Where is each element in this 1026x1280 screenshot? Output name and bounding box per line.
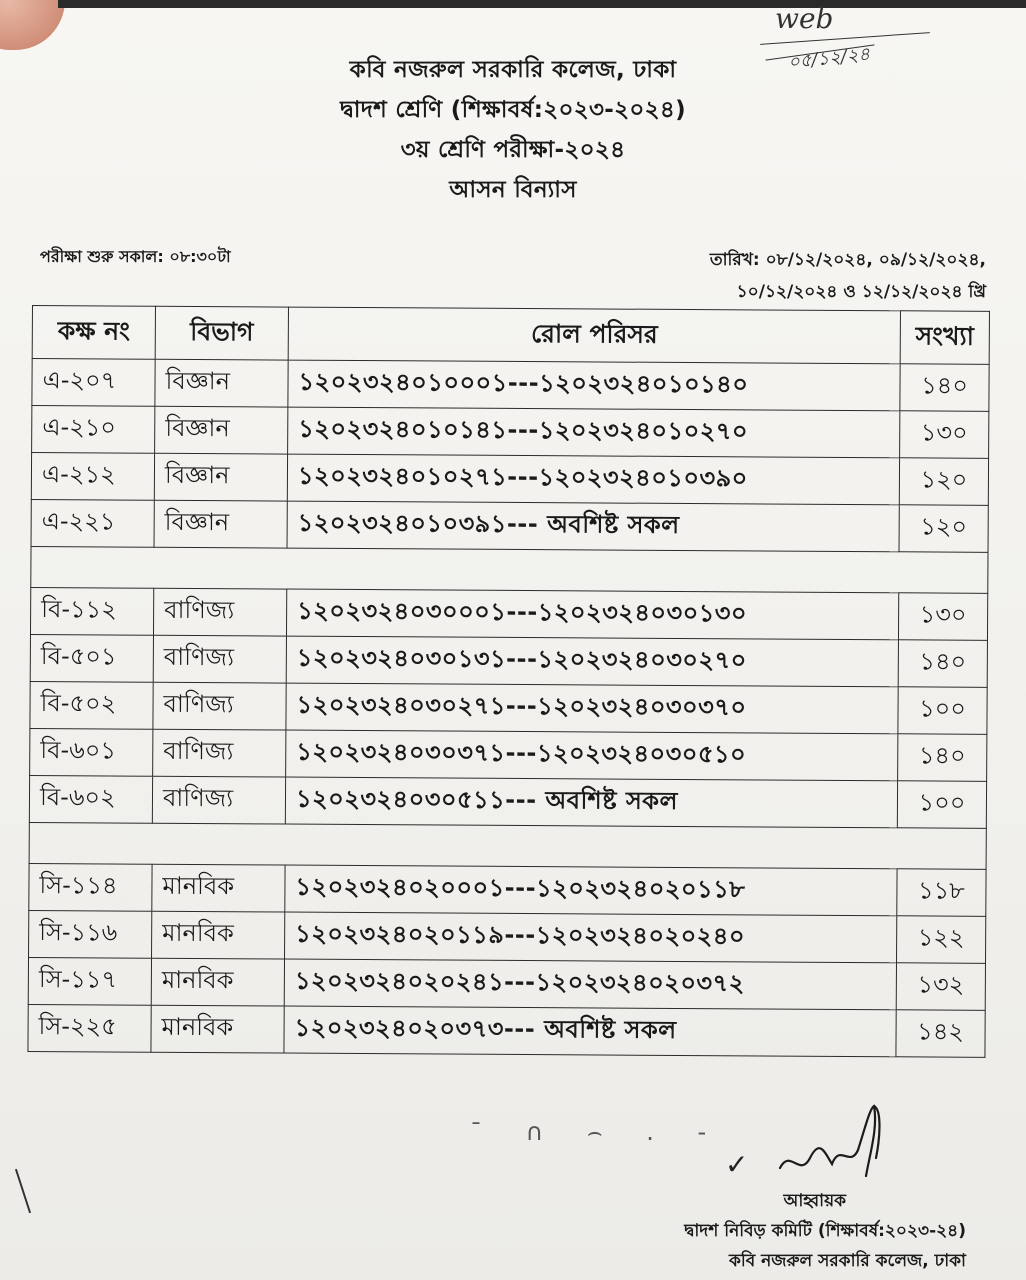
- room-cell: বি-৫০১: [30, 634, 153, 682]
- count-cell: ১১৮: [897, 869, 986, 917]
- dept-cell: বাণিজ্য: [153, 729, 286, 777]
- count-cell: ১২০: [899, 505, 988, 553]
- table-row: [29, 910, 986, 963]
- count-cell: ১৩০: [898, 593, 987, 641]
- count-cell: ১৩০: [900, 411, 989, 459]
- count-cell: ১৪২: [896, 1010, 985, 1058]
- table-row: [31, 499, 988, 552]
- college-name: কবি নজরুল সরকারি কলেজ, ঢাকা: [349, 57, 677, 83]
- table-header-row: [32, 306, 989, 365]
- dept-cell: মানবিক: [151, 1005, 284, 1053]
- dept-cell: মানবিক: [152, 911, 285, 959]
- header-dept: বিভাগ: [155, 306, 288, 360]
- table-row: [31, 453, 988, 506]
- table-row: [32, 359, 989, 412]
- separator-cell: [29, 822, 986, 869]
- roll-range-cell: ১২০২৩২৪০৩০৫১১--- অবশিষ্ট সকল: [285, 777, 897, 828]
- table-row: [30, 728, 987, 781]
- dept-cell: মানবিক: [152, 864, 285, 912]
- dept-cell: বিজ্ঞান: [155, 406, 288, 454]
- exam-dates-line-1: তারিখ: ০৮/১২/২০২৪, ০৯/১২/২০২৪,: [709, 250, 986, 270]
- count-cell: ১০০: [898, 687, 987, 735]
- dept-cell: বাণিজ্য: [152, 776, 285, 824]
- roll-range-cell: ১২০২৩২৪০২০০০১---১২০২৩২৪০২০১১৮: [285, 865, 897, 916]
- room-cell: বি-১১২: [30, 587, 153, 635]
- group-separator-row: [29, 822, 986, 869]
- roll-range-cell: ১২০২৩২৪০৩০১৩১---১২০২৩২৪০৩০২৭০: [286, 636, 898, 687]
- dept-cell: বাণিজ্য: [153, 588, 286, 636]
- thumb-photo-artifact: [0, 0, 65, 50]
- seating-table: [27, 305, 990, 1058]
- dept-cell: বাণিজ্য: [153, 635, 286, 683]
- class-session: দ্বাদশ শ্রেণি (শিক্ষাবর্ষ:২০২৩-২০২৪): [340, 97, 686, 123]
- count-cell: ১২২: [896, 916, 985, 964]
- header-count: সংখ্যা: [900, 311, 989, 365]
- room-cell: সি-১১৬: [29, 910, 152, 958]
- table-row: [30, 681, 987, 734]
- room-cell: সি-২২৫: [28, 1004, 151, 1052]
- signature-mark: [770, 1098, 900, 1188]
- document-header: [0, 50, 1026, 210]
- stray-pen-marks: ˉ ∩ ⌢ . -: [470, 1118, 725, 1146]
- table-row: [29, 863, 986, 916]
- document-title: আসন বিন্যাস: [449, 177, 577, 203]
- count-cell: ১৪০: [898, 640, 987, 688]
- room-cell: সি-১১৪: [29, 863, 152, 911]
- count-cell: ১৪০: [898, 734, 987, 782]
- separator-cell: [31, 546, 988, 593]
- table-row: [32, 406, 989, 459]
- checkmark-icon: ✓: [725, 1148, 749, 1181]
- roll-range-cell: ১২০২৩২৪০২০৩৭৩--- অবশিষ্ট সকল: [284, 1006, 896, 1057]
- roll-range-cell: ১২০২৩২৪০১০০০১---১২০২৩২৪০১০১৪০: [288, 360, 900, 411]
- group-separator-row: [31, 546, 988, 593]
- dept-cell: বাণিজ্য: [153, 682, 286, 730]
- handwritten-date: ০৫/১২/২৪: [787, 43, 872, 74]
- count-cell: ১৪০: [900, 364, 989, 412]
- dept-cell: বিজ্ঞান: [155, 359, 288, 407]
- table-row: [29, 775, 986, 828]
- count-cell: ১২০: [899, 458, 988, 506]
- roll-range-cell: ১২০২৩২৪০৩০০০১---১২০২৩২৪০৩০১৩০: [286, 589, 898, 640]
- room-cell: এ-২২১: [31, 499, 154, 547]
- table-row: [30, 587, 987, 640]
- roll-range-cell: ১২০২৩২৪০৩০৩৭১---১২০২৩২৪০৩০৫১০: [286, 730, 898, 781]
- exam-start-time: পরীক্ষা শুরু সকাল: ০৮:৩০টা: [40, 247, 231, 266]
- dept-cell: বিজ্ঞান: [154, 500, 287, 548]
- dept-cell: মানবিক: [151, 958, 284, 1006]
- handwritten-web-note: web: [775, 2, 834, 35]
- header-range: রোল পরিসর: [288, 307, 900, 364]
- exam-dates: [710, 244, 986, 308]
- roll-range-cell: ১২০২৩২৪০৩০২৭১---১২০২৩২৪০৩০৩৭০: [286, 683, 898, 734]
- room-cell: বি-৬০২: [29, 775, 152, 823]
- committee-name: দ্বাদশ নিবিড় কমিটি (শিক্ষাবর্ষ:২০২৩-২৪): [684, 1221, 966, 1241]
- top-edge-shadow: [58, 0, 1026, 8]
- room-cell: সি-১১৭: [28, 957, 151, 1005]
- stray-pen-stroke: [15, 1169, 31, 1213]
- signature-block: [684, 1186, 966, 1276]
- table-row: [30, 634, 987, 687]
- roll-range-cell: ১২০২৩২৪০২০১১৯---১২০২৩২৪০২০২৪০: [285, 912, 897, 963]
- room-cell: এ-২০৭: [32, 359, 155, 407]
- exam-name: ৩য় শ্রেণি পরীক্ষা-২০২৪: [400, 137, 626, 163]
- header-room: কক্ষ নং: [32, 306, 155, 360]
- dept-cell: বিজ্ঞান: [154, 453, 287, 501]
- roll-range-cell: ১২০২৩২৪০১০২৭১---১২০২৩২৪০১০৩৯০: [287, 454, 899, 505]
- footer-college: কবি নজরুল সরকারি কলেজ, ঢাকা: [728, 1251, 966, 1271]
- count-cell: ১০০: [897, 781, 986, 829]
- count-cell: ১৩২: [896, 963, 985, 1011]
- roll-range-cell: ১২০২৩২৪০১০৩৯১--- অবশিষ্ট সকল: [287, 501, 899, 552]
- roll-range-cell: ১২০২৩২৪০১০১৪১---১২০২৩২৪০১০২৭০: [288, 407, 900, 458]
- roll-range-cell: ১২০২৩২৪০২০২৪১---১২০২৩২৪০২০৩৭২: [284, 959, 896, 1010]
- room-cell: বি-৬০১: [30, 728, 153, 776]
- signatory-role: আহ্বায়ক: [783, 1191, 846, 1211]
- exam-dates-line-2: ১০/১২/২০২৪ ও ১২/১২/২০২৪ খ্রি: [736, 282, 986, 302]
- room-cell: বি-৫০২: [30, 681, 153, 729]
- table-row: [28, 1004, 985, 1057]
- table-row: [28, 957, 985, 1010]
- room-cell: এ-২১২: [31, 453, 154, 501]
- room-cell: এ-২১০: [32, 406, 155, 454]
